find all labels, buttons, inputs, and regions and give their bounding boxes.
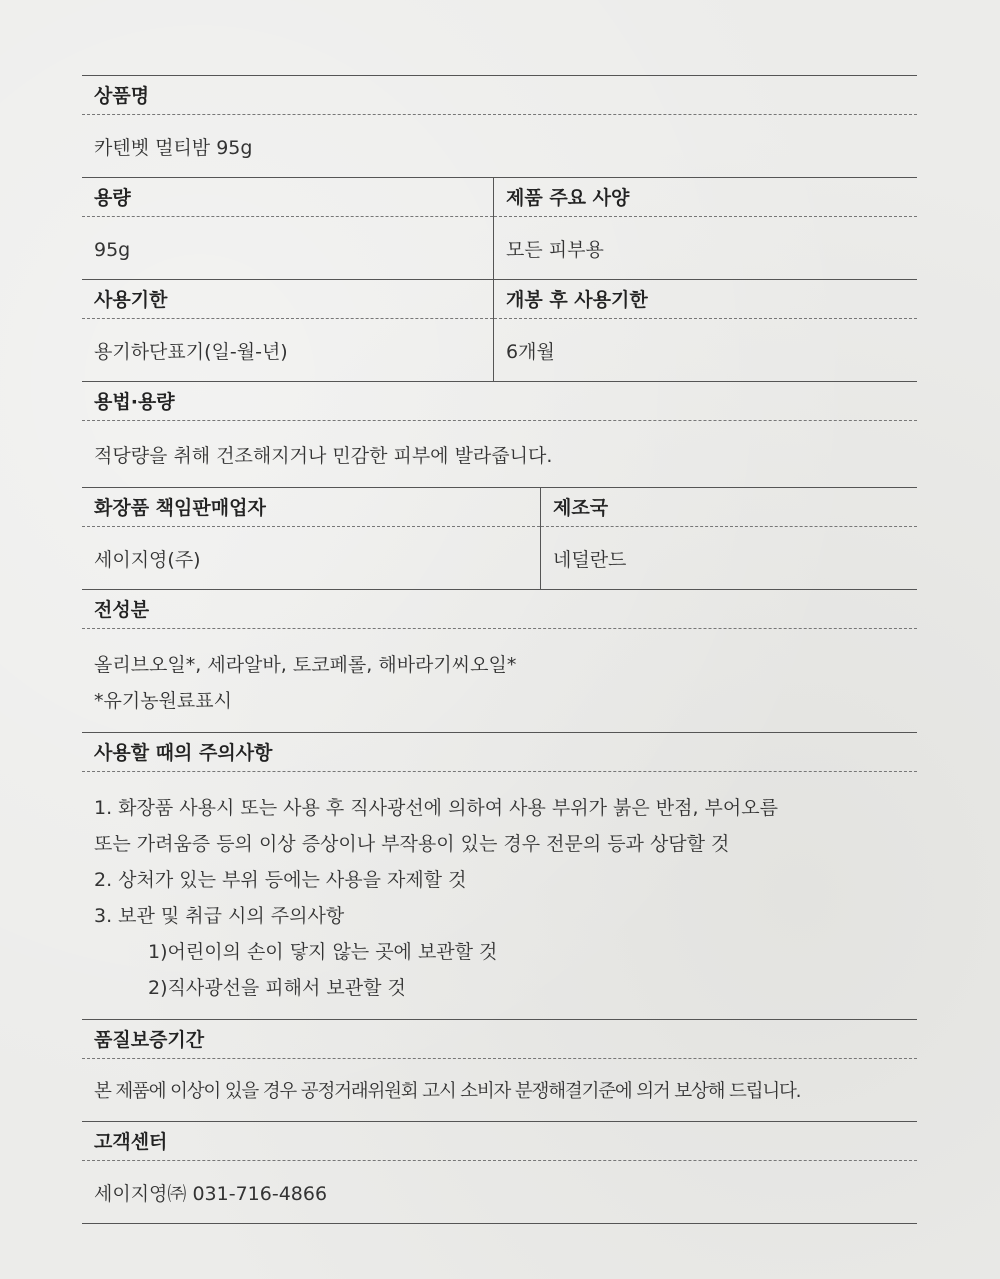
ingredients-value — [82, 629, 917, 732]
product-name-value: 카텐벳 멀티밤 95g — [94, 137, 253, 159]
precautions-cell — [82, 733, 917, 1019]
origin-label: 제조국 — [541, 488, 917, 527]
precaution-subitem: 2)직사광선을 피해서 보관할 것 — [148, 977, 406, 999]
main-spec-cell — [493, 178, 917, 279]
product-info-table — [82, 75, 917, 1224]
precaution-subitem: 1)어린이의 손이 닿지 않는 곳에 보관할 것 — [148, 941, 498, 963]
capacity-label: 용량 — [82, 178, 493, 217]
warranty-value: 본 제품에 이상이 있을 경우 공정거래위원회 고시 소비자 분쟁해결기준에 의거 보상해 드립니다. — [94, 1081, 801, 1102]
precaution-item: 3. 보관 및 취급 시의 주의사항 — [94, 905, 345, 927]
customer-center-cell — [82, 1122, 917, 1223]
origin-value: 네덜란드 — [553, 549, 627, 571]
product-name-row — [82, 76, 917, 178]
warranty-row — [82, 1020, 917, 1122]
ingredients-line: 올리브오일*, 세라알바, 토코페롤, 해바라기씨오일* — [94, 654, 517, 676]
warranty-label: 품질보증기간 — [82, 1020, 917, 1059]
precautions-row — [82, 733, 917, 1020]
seller-label: 화장품 책임판매업자 — [82, 488, 540, 527]
origin-cell — [540, 488, 917, 589]
ingredients-note: *유기농원료표시 — [94, 690, 232, 712]
product-name-label: 상품명 — [82, 76, 917, 115]
capacity-spec-row — [82, 178, 917, 280]
ingredients-cell — [82, 590, 917, 732]
seller-origin-row — [82, 488, 917, 590]
after-open-expiry-value: 6개월 — [506, 341, 555, 363]
capacity-value: 95g — [94, 239, 131, 261]
expiry-row — [82, 280, 917, 382]
precautions-label: 사용할 때의 주의사항 — [82, 733, 917, 772]
after-open-expiry-label: 개봉 후 사용기한 — [494, 280, 917, 319]
seller-value: 세이지영(주) — [94, 549, 201, 571]
seller-cell — [82, 488, 540, 589]
usage-cell — [82, 382, 917, 487]
main-spec-label: 제품 주요 사양 — [494, 178, 917, 217]
customer-center-label: 고객센터 — [82, 1122, 917, 1161]
capacity-cell — [82, 178, 493, 279]
expiry-label: 사용기한 — [82, 280, 493, 319]
precautions-value — [82, 772, 917, 1019]
expiry-cell — [82, 280, 493, 381]
precaution-item: 2. 상처가 있는 부위 등에는 사용을 자제할 것 — [94, 869, 467, 891]
precaution-item: 또는 가려움증 등의 이상 증상이나 부작용이 있는 경우 전문의 등과 상담할 것 — [94, 833, 730, 855]
customer-center-value: 세이지영㈜ 031-716-4866 — [94, 1183, 328, 1205]
precaution-item: 1. 화장품 사용시 또는 사용 후 직사광선에 의하여 사용 부위가 붉은 반점, 부어오름 — [94, 797, 778, 819]
warranty-cell — [82, 1020, 917, 1121]
customer-center-row — [82, 1122, 917, 1224]
ingredients-label: 전성분 — [82, 590, 917, 629]
usage-row — [82, 382, 917, 488]
main-spec-value: 모든 피부용 — [506, 239, 604, 261]
product-name-cell — [82, 76, 917, 177]
after-open-expiry-cell — [493, 280, 917, 381]
usage-label: 용법·용량 — [82, 382, 917, 421]
expiry-value: 용기하단표기(일-월-년) — [94, 341, 288, 363]
ingredients-row — [82, 590, 917, 733]
usage-value: 적당량을 취해 건조해지거나 민감한 피부에 발라줍니다. — [94, 445, 553, 467]
